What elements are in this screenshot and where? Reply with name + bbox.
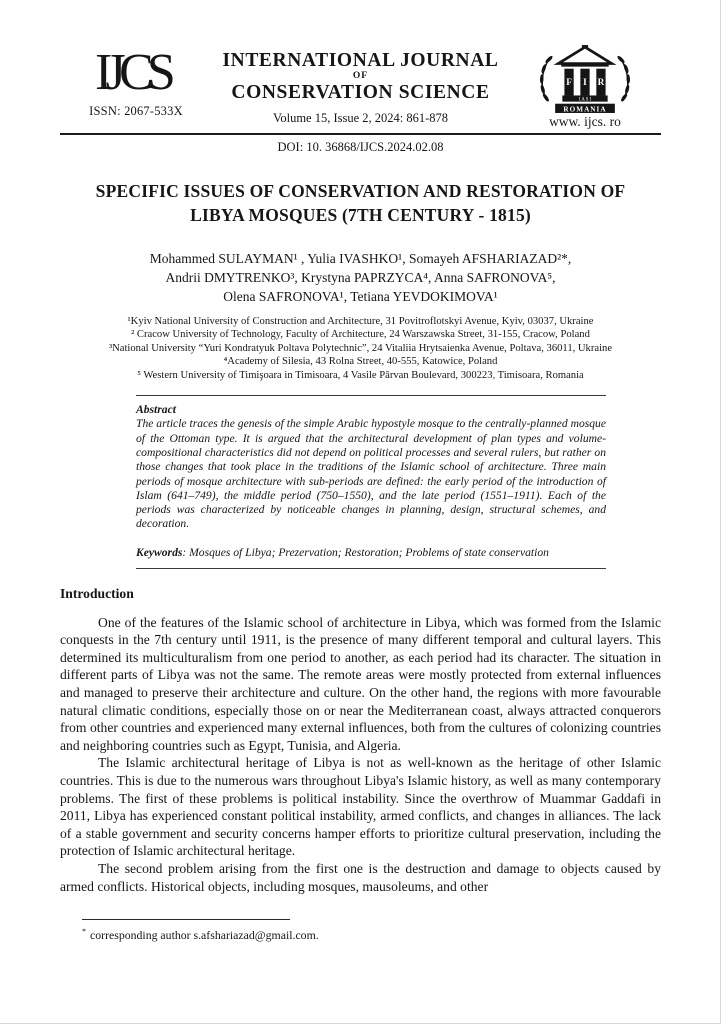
footnote-section (82, 919, 642, 943)
svg-text:F: F (566, 78, 572, 89)
affiliation-line: ² Cracow University of Technology, Faculty of Architecture, 24 Warszawska Street, 31-155, Cracow, Poland (131, 329, 590, 341)
author-line: Andrii DMYTRENKO³, Krystyna PAPRZYCA⁴, Anna SAFRONOVA⁵, (165, 270, 556, 285)
journal-website: www. ijcs. ro (549, 114, 621, 129)
body-paragraph: One of the features of the Islamic school of architecture in Libya, which was formed from the Islamic conquests in the 7th century until 1911, is the presence of many different temporal and cultural layers. This determined its multiculturalism from one period to another, as each period had its character. The situation in different parts of Libya was not the same. The remote areas were mostly protected from external influences and managed to preserve their architecture and culture. On the other hand, the regions with more favourable natural climatic conditions, especially those on or near the Mediterranean coast, always attracted conquerors from other countries and experienced many external influences, both from the cultures of colonizing countries and neighboring countries such as Egypt, Tunisia, and Algeria. (60, 614, 661, 753)
abstract-bottom-divider (136, 568, 606, 569)
article-title-line2: LIBYA MOSQUES (7TH CENTURY - 1815) (190, 205, 531, 225)
article-title (60, 179, 661, 227)
journal-name-line2: CONSERVATION SCIENCE (231, 82, 490, 103)
svg-text:I A S I: I A S I (578, 97, 592, 103)
volume-issue-label: Volume 15, Issue 2, 2024: 861-878 (272, 111, 449, 125)
journal-header (60, 44, 661, 130)
svg-text:ROMANIA: ROMANIA (563, 105, 607, 114)
svg-text:I: I (583, 78, 587, 89)
journal-name-line1: INTERNATIONAL JOURNAL (222, 50, 499, 71)
keywords-line (136, 546, 606, 559)
author-list (60, 249, 661, 306)
journal-stamp-block (509, 44, 661, 130)
introduction-heading: Introduction (60, 585, 134, 601)
body-paragraph: The second problem arising from the first one is the destruction and damage to objects caused by armed conflicts. Historical objects, including mosques, mausoleums, and other (60, 861, 661, 894)
affiliation-list (60, 315, 661, 382)
header-divider (60, 133, 661, 135)
keywords-label: Keywords (136, 545, 183, 559)
journal-logo-block (60, 44, 212, 119)
temple-icon (555, 45, 615, 113)
author-line: Olena SAFRONOVA¹, Tetiana YEVDOKIMOVA¹ (223, 289, 498, 304)
svg-text:R: R (597, 78, 605, 89)
abstract-text: The article traces the genesis of the simple Arabic hypostyle mosque to the centrally-planned mosque of the Ottoman type. It is argued that the architectural development of plan types and volume-compositional characteristics did not depend on political processes and several rulers, but rather on those changes that took place in the traditions of the Islamic school of architecture. Three main periods of mosque architecture with sub-periods are defined: the early period of the introduction of Islam (641–749), the middle period (750–1550), and the late period (1551–1911). Each of the periods was characterized by noticeable changes in planning, design, structural schemes, and decoration. (136, 417, 606, 531)
author-line: Mohammed SULAYMAN¹ , Yulia IVASHKO¹, Somayeh AFSHARIAZAD²*, (149, 251, 572, 266)
issn-label: ISSN: 2067-533X (89, 104, 183, 118)
affiliation-line: ⁴Academy of Silesia, 43 Rolna Street, 40-555, Katowice, Poland (223, 356, 498, 368)
affiliation-line: ¹Kyiv National University of Construction and Architecture, 31 Povitroflotskyi Avenue, Kyiv, 03037, Ukraine (127, 316, 594, 327)
journal-name-of: OF (352, 71, 369, 81)
footnote-divider (82, 919, 290, 920)
abstract-section (136, 395, 606, 569)
journal-title-block (212, 44, 509, 126)
ijcs-logo-icon: IJCS (94, 44, 170, 101)
affiliation-line: ⁵ Western University of Timişoara in Timisoara, 4 Vasile Pârvan Boulevard, 300223, Timisoara, Romania (137, 369, 584, 381)
footnote-text: * corresponding author s.afshariazad@gmail.com. (82, 927, 319, 942)
abstract-heading: Abstract (136, 403, 176, 417)
keywords-text: : Mosques of Libya; Prezervation; Restoration; Problems of state conservation (182, 545, 549, 559)
affiliation-line: ³National University “Yuri Kondratyuk Poltava Polytechnic”, 24 Vitaliia Hrytsaienka Avenue, Poltava, 36011, Ukraine (108, 342, 613, 354)
red-comma: , (492, 369, 496, 381)
body-paragraph: The Islamic architectural heritage of Libya is not as well-known as the heritage of other Islamic countries. This is due to the numerous wars throughout Libya's Islamic history, as well as many contemporary problems. The first of these problems is political instability. Since the overthrow of Muammar Gaddafi in 2011, Libya has experienced constant political instability, armed conflicts, and changes in alliances. The lack of a stable government and security concerns hamper efforts to prioritize cultural preservation, including the protection of Islamic architectural heritage. (60, 755, 661, 859)
doi-label: DOI: 10. 36868/IJCS.2024.02.08 (277, 140, 444, 154)
footnote-marker: * (82, 927, 86, 936)
article-body (60, 614, 661, 896)
article-title-line1: SPECIFIC ISSUES OF CONSERVATION AND RESTORATION OF (95, 181, 626, 201)
romania-stamp-icon (533, 44, 637, 114)
